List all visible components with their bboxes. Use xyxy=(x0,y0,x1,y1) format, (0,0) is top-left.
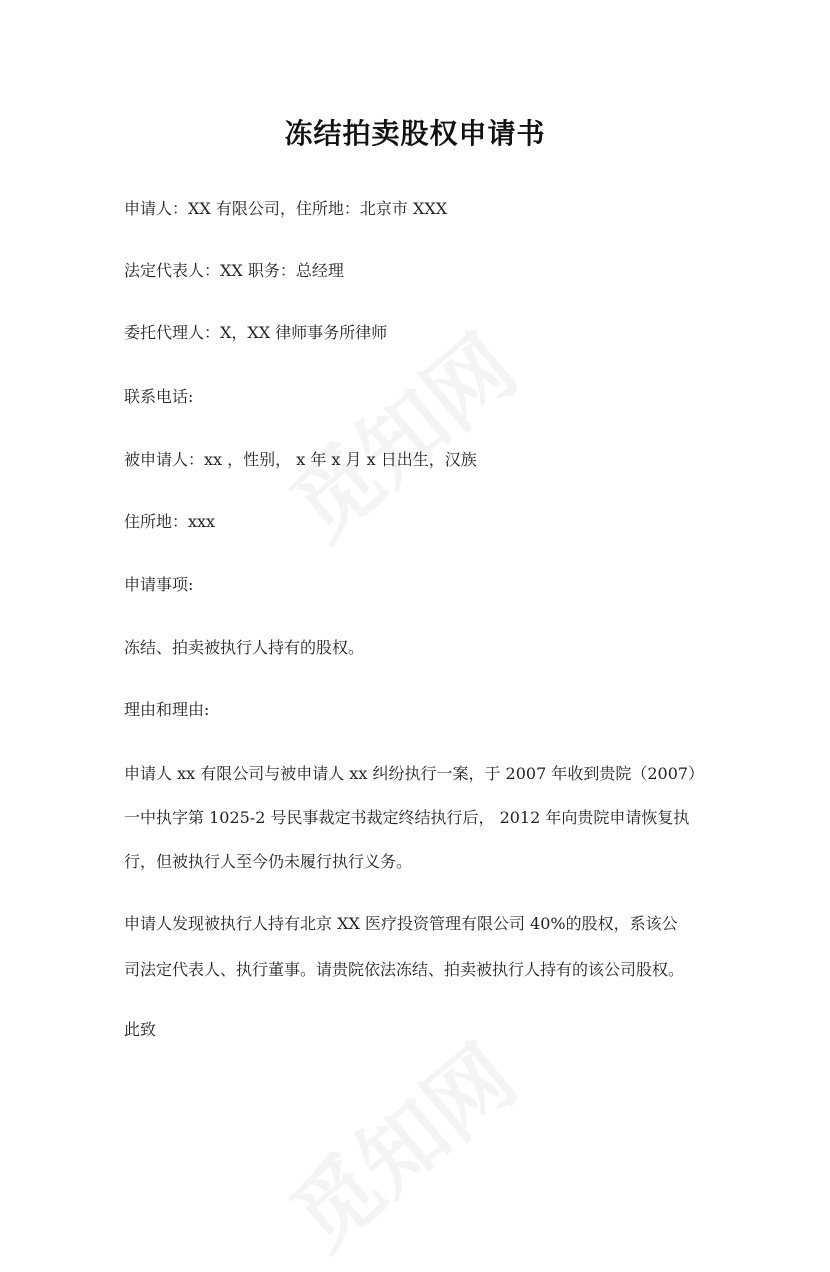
request-heading: 申请事项: xyxy=(124,575,194,594)
phone-line: 联系电话: xyxy=(124,387,194,406)
reasons-paragraph-line: 申请人 xx 有限公司与被申请人 xx 纠纷执行一案，于 2007 年收到贵院（2007） xyxy=(124,764,705,783)
reasons-heading: 理由和理由: xyxy=(124,700,210,719)
respondent-address-line: 住所地：xxx xyxy=(124,512,216,531)
respondent-line: 被申请人：xx ，性别， x 年 x 月 x 日出生，汉族 xyxy=(124,450,477,469)
discovery-paragraph-line: 司法定代表人、执行董事。请贵院依法冻结、拍卖被执行人持有的该公司股权。 xyxy=(124,960,685,979)
agent-line: 委托代理人：X，XX 律师事务所律师 xyxy=(124,323,388,342)
legal-representative-line: 法定代表人：XX 职务：总经理 xyxy=(124,261,344,280)
closing-line: 此致 xyxy=(124,1020,157,1039)
request-content: 冻结、拍卖被执行人持有的股权。 xyxy=(124,638,365,657)
document-title: 冻结拍卖股权申请书 xyxy=(284,117,546,150)
reasons-paragraph-line: 行，但被执行人至今仍未履行执行义务。 xyxy=(124,852,413,871)
watermark xyxy=(260,1012,537,1272)
applicant-line: 申请人：XX 有限公司，住所地：北京市 XXX xyxy=(124,199,448,218)
reasons-paragraph-line: 一中执字第 1025-2 号民事裁定书裁定终结执行后， 2012 年向贵院申请恢复执 xyxy=(124,808,690,827)
discovery-paragraph-line: 申请人发现被执行人持有北京 XX 医疗投资管理有限公司 40%的股权，系该公 xyxy=(124,914,678,933)
